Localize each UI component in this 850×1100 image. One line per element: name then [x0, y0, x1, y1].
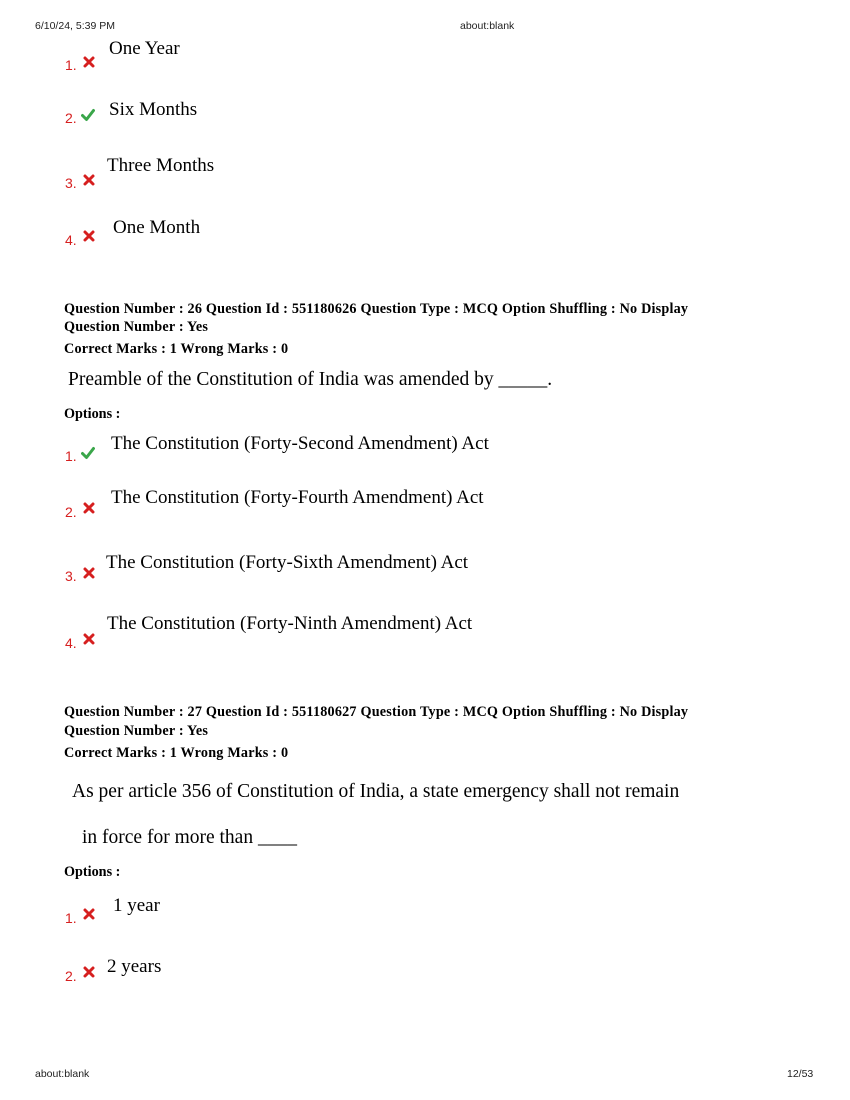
- option-text: One Month: [113, 217, 201, 238]
- wrong-cross-icon: [82, 229, 96, 243]
- option-text: 2 years: [107, 956, 162, 977]
- option-number: 2.: [65, 110, 77, 126]
- question-marks: Correct Marks : 1 Wrong Marks : 0: [64, 745, 289, 761]
- question-meta-continued: Question Number : Yes: [64, 723, 209, 739]
- option-text: The Constitution (Forty-Sixth Amendment) Act: [106, 552, 469, 573]
- options-label: Options :: [64, 406, 121, 422]
- question-marks: Correct Marks : 1 Wrong Marks : 0: [64, 341, 289, 357]
- option-number: 3.: [65, 175, 77, 191]
- option-text: 1 year: [113, 895, 160, 916]
- option-text: Six Months: [109, 99, 198, 120]
- wrong-cross-icon: [82, 965, 96, 979]
- print-datetime: 6/10/24, 5:39 PM: [35, 20, 115, 32]
- question-text: Preamble of the Constitution of India was amended by _____.: [68, 369, 553, 390]
- question-meta-continued: Question Number : Yes: [64, 319, 209, 335]
- wrong-cross-icon: [82, 55, 96, 69]
- wrong-cross-icon: [82, 907, 96, 921]
- option-text: The Constitution (Forty-Ninth Amendment) Act: [107, 613, 473, 634]
- question-meta: Question Number : 26 Question Id : 551180626 Question Type : MCQ Option Shuffling : No Display: [64, 301, 689, 317]
- option-text: One Year: [109, 38, 180, 59]
- correct-check-icon: [81, 108, 95, 122]
- option-text: The Constitution (Forty-Second Amendment) Act: [111, 433, 489, 454]
- option-number: 1.: [65, 910, 77, 926]
- wrong-cross-icon: [82, 173, 96, 187]
- wrong-cross-icon: [82, 566, 96, 580]
- print-page-number: 12/53: [787, 1068, 814, 1080]
- option-text: Three Months: [107, 155, 215, 176]
- correct-check-icon: [81, 446, 95, 460]
- print-title: about:blank: [460, 20, 515, 32]
- wrong-cross-icon: [82, 632, 96, 646]
- question-text-line1: As per article 356 of Constitution of India, a state emergency shall not remain: [72, 781, 680, 802]
- option-number: 2.: [65, 504, 77, 520]
- option-number: 4.: [65, 635, 77, 651]
- option-number: 1.: [65, 448, 77, 464]
- options-label: Options :: [64, 864, 121, 880]
- question-text-line2: in force for more than ____: [82, 827, 297, 848]
- option-number: 4.: [65, 232, 77, 248]
- wrong-cross-icon: [82, 501, 96, 515]
- option-number: 3.: [65, 568, 77, 584]
- print-footer-url: about:blank: [35, 1068, 90, 1080]
- option-number: 2.: [65, 968, 77, 984]
- question-meta: Question Number : 27 Question Id : 551180627 Question Type : MCQ Option Shuffling : No Display: [64, 704, 689, 720]
- option-number: 1.: [65, 57, 77, 73]
- option-text: The Constitution (Forty-Fourth Amendment) Act: [111, 487, 484, 508]
